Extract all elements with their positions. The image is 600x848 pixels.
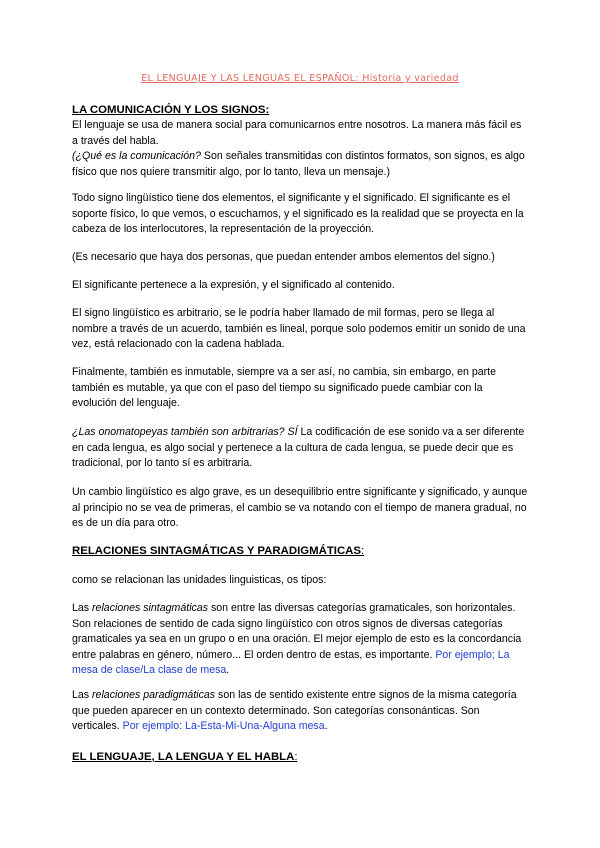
paragraph-paradigmaticas (72, 688, 528, 735)
document-title: EL LENGUAJE Y LAS LENGUAS EL ESPAÑOL: Historia y variedad (141, 73, 459, 84)
sint-example: Por ejemplo; La mesa de clase/La clase de mesa (72, 648, 510, 676)
paragraph-sintagmaticas (72, 601, 528, 679)
paragraph-onomatopeyas (72, 425, 528, 472)
answer-text: Son señales transmitidas con distintos formatos, son signos, es algo físico que nos quiere transmitir algo, por lo tanto, lleva un mensaje.) (72, 150, 525, 178)
paragraph-cambio-linguistico: Un cambio lingüístico es algo grave, es un desequilibrio entre significante y significado, y aunque al principio no se vea de primeras, el cambio se va notando con el tiempo de manera gradual, no es de un día para otro. (72, 486, 528, 529)
onomatopeyas-question: ¿Las onomatopeyas también son arbitrarias? SÍ (72, 426, 298, 438)
heading-text: LA COMUNICACIÓN Y LOS SIGNOS: (72, 104, 270, 116)
heading-text: EL LENGUAJE, LA LENGUA Y EL HABLA (72, 751, 295, 763)
section-heading-relaciones (72, 545, 364, 557)
heading-colon: : (361, 545, 365, 557)
section-heading-comunicacion (72, 104, 269, 116)
para-end: . (324, 720, 328, 732)
paragraph-intro (72, 118, 528, 180)
paragraph-signo-elementos: Todo signo lingüístico tiene dos elementos, el significante y el significado. El significante es el soporte físico, lo que vemos, o escuchamos, y el significado es la realidad que se proyecta en la cabeza de los interlocutores, la representación de la proyección. (72, 192, 524, 235)
sint-text: son entre las diversas categorías gramaticales, son horizontales. Son relaciones de sentido de cada signo lingüístico con otros signos de diversas categorías gramaticales ya sea en un grupo o en una oración. El mejor ejemplo de esto es la concordancia entre palabras en género, número... El orden dentro de estas, es importante. (72, 602, 522, 661)
question-text: (¿Qué es la comunicación? (72, 150, 201, 162)
sint-end: . (226, 664, 230, 676)
paragraph-dos-personas: (Es necesario que haya dos personas, que puedan entender ambos elementos del signo.) (72, 251, 495, 263)
intro-text: El lenguaje se usa de manera social para comunicarnos entre nosotros. La manera más fácil es a través del habla. (72, 119, 522, 147)
para-text: son las de sentido existente entre signos de la misma categoría que pueden aparecer en un contexto determinado. Son categorías consonánticas. Son verticales. (72, 689, 517, 732)
heading-colon: : (294, 751, 298, 763)
section-heading-lenguaje-habla (72, 751, 298, 763)
sint-pre: Las (72, 602, 93, 614)
para-term: relaciones paradigmáticas (92, 689, 216, 701)
heading-text: RELACIONES SINTAGMÁTICAS Y PARADIGMÁTICAS (72, 545, 361, 557)
paragraph-expresion-contenido: El significante pertenece a la expresión, y el significado al contenido. (72, 279, 395, 291)
paragraph-inmutable: Finalmente, también es inmutable, siempre va a ser así, no cambia, sin embargo, en parte también es mutable, ya que con el paso del tiempo su significado puede cambiar con la evolución del lenguaje. (72, 366, 496, 409)
sint-term: relaciones sintagmáticas (92, 602, 209, 614)
paragraph-arbitrario: El signo lingüístico es arbitrario, se le podría haber llamado de mil formas, pero se llega al nombre a través de un acuerdo, también es lineal, porque solo podemos emitir un sonido de una vez, está relacionado con la cadena hablada. (72, 307, 526, 350)
onomatopeyas-answer: La codificación de ese sonido va a ser diferente en cada lengua, es algo social y pertenece a la cultura de cada lengua, se puede decir que es tradicional, por lo tanto sí es arbitraria. (72, 426, 525, 469)
paragraph-tipos: como se relacionan las unidades linguisticas, os tipos: (72, 574, 327, 586)
para-example: Por ejemplo: La-Esta-Mi-Una-Alguna mesa (122, 720, 325, 732)
para-pre: Las (72, 689, 93, 701)
